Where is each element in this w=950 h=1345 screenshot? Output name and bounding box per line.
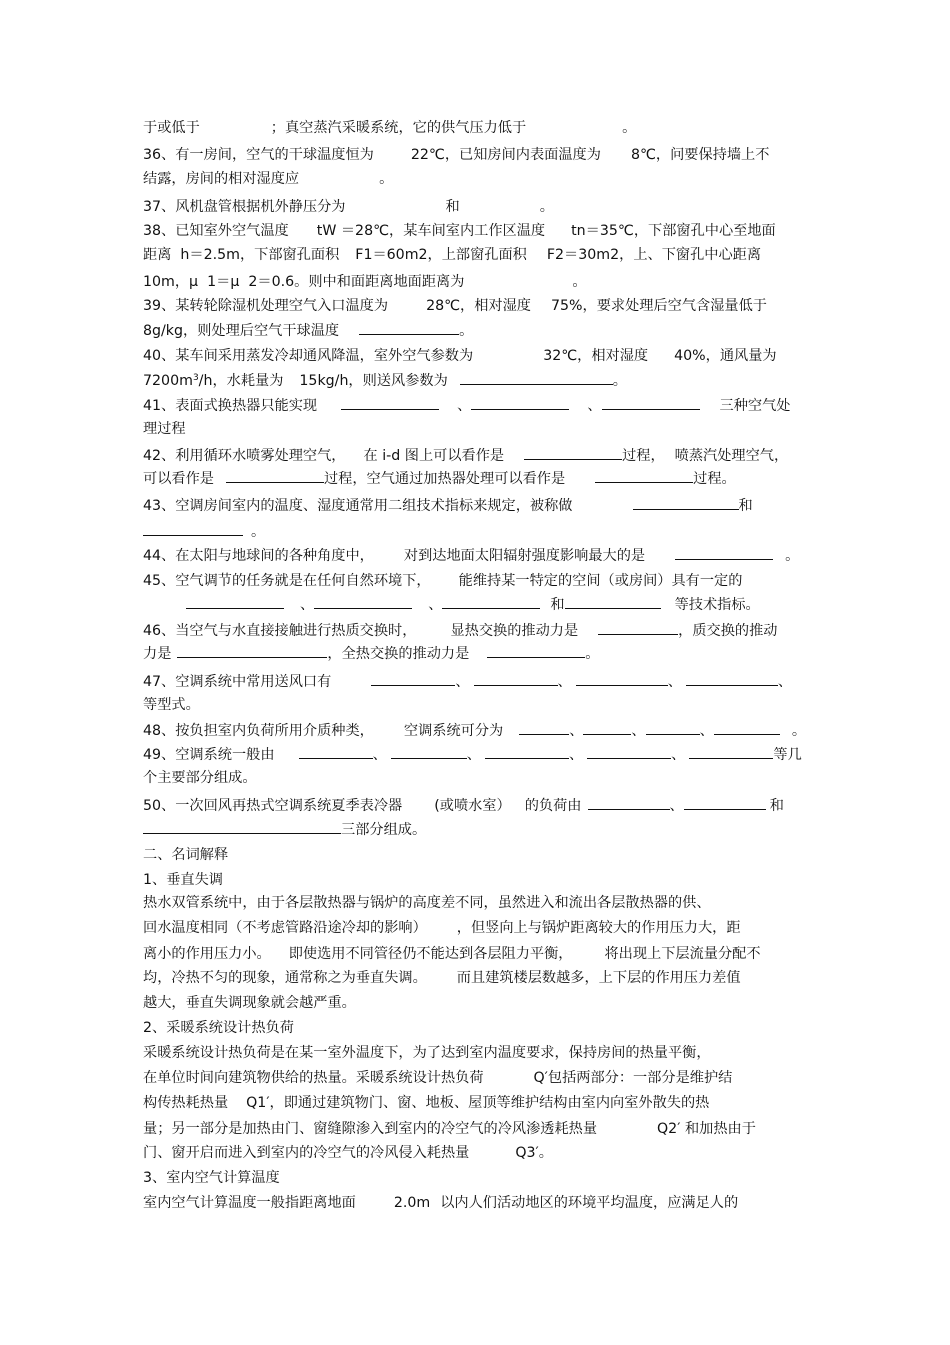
term1-title: 1、垂直失调 [143,872,223,888]
q49-blank-5[interactable] [689,745,773,759]
q45-blank-1[interactable] [186,595,284,609]
section-heading: 二、名词解释 [143,847,229,863]
q50-blank-1[interactable] [588,796,670,810]
q36-line2: 结露，房间的相对湿度应 。 [143,171,394,187]
q38-line3: 10m，μ 1＝μ 2＝0.6。则中和面距离地面距离为 。 [143,274,587,290]
q48-blank-2[interactable] [583,721,631,735]
q40-line1: 40、某车间采用蒸发冷却通风降温，室外空气参数为 32℃，相对湿度 40%，通风量为 [143,348,777,364]
q45-blank-3[interactable] [442,595,540,609]
q47-blank-4[interactable] [686,672,778,686]
term1-line3: 离小的作用压力小。 即使选用不同管径仍不能达到各层阻力平衡， 将出现上下层流量分配不 [143,946,761,962]
q40-line2: $7200m^3/h$，水耗量为 15kg/h，则送风参数为 。 [143,373,627,389]
q35-line: 于或低于 ；真空蒸汽采暖系统，它的供气压力低于 。 [143,120,637,136]
q39-blank[interactable] [359,321,459,335]
q42-blank-2[interactable] [226,469,324,483]
q49-line1: 49、空调系统一般由 、 、 、 、 等几 [143,747,802,763]
q50-blank-3[interactable] [143,820,341,834]
term2-title: 2、采暖系统设计热负荷 [143,1020,294,1036]
q38-line1: 38、已知室外空气温度 tW ＝28℃，某车间室内工作区温度 tn＝35℃，下部窗孔中心至地面 [143,223,776,239]
q48-line: 48、按负担室内负荷所用介质种类， 空调系统可分为 、 、 、 。 [143,723,807,739]
q48-blank-1[interactable] [519,721,569,735]
q36-line1: 36、有一房间，空气的干球温度恒为 22℃，已知房间内表面温度为 8℃，问要保持墙上不 [143,147,770,163]
q49-line2: 个主要部分组成。 [143,770,257,786]
q43-line2: 。 [143,522,265,542]
term1-line4: 均，冷热不匀的现象，通常称之为垂直失调。 而且建筑楼层数越多，上下层的作用压力差值 [143,970,741,986]
q44-line: 44、在太阳与地球间的各种角度中， 对到达地面太阳辐射强度影响最大的是 。 [143,548,800,564]
term1-line2: 回水温度相同（不考虑管路沿途冷却的影响） ，但竖向上与锅炉距离较大的作用压力大，距 [143,920,741,936]
q47-blank-1[interactable] [371,672,455,686]
term2-line2: 在单位时间向建筑物供给的热量。采暖系统设计热负荷 Q′包括两部分：一部分是维护结 [143,1070,733,1086]
q41-blank-3[interactable] [602,396,700,410]
q41-blank-1[interactable] [341,396,439,410]
q49-blank-4[interactable] [587,745,671,759]
term2-line4: 量；另一部分是加热由门、窗缝隙渗入到室内的冷空气的冷风渗透耗热量 Q2′ 和加热由于 [143,1121,756,1137]
term2-line5: 门、窗开启而进入到室内的冷空气的冷风侵入耗热量 Q3′。 [143,1145,553,1161]
q40-blank[interactable] [460,371,613,385]
term3-title: 3、室内空气计算温度 [143,1170,280,1186]
q43-blank-1[interactable] [633,496,739,510]
q45-blank-2[interactable] [314,595,412,609]
q44-blank[interactable] [675,546,773,560]
q47-blank-3[interactable] [576,672,668,686]
q42-line1: 42、利用循环水喷雾处理空气， 在 i-d 图上可以看作是 过程， 喷蒸汽处理空气， [143,448,789,464]
q47-line1: 47、空调系统中常用送风口有 、 、 、 、 [143,674,793,690]
q41-line1: 41、表面式换热器只能实现 、 、 三种空气处 [143,398,791,414]
q43-blank-2[interactable] [143,522,243,536]
q46-line2: 力是 ，全热交换的推动力是 。 [143,646,600,662]
q49-blank-1[interactable] [299,745,373,759]
q43-line1: 43、空调房间室内的温度、湿度通常用二组技术指标来规定，被称做 和 [143,498,753,514]
term2-line3: 构传热耗热量 Q1′，即通过建筑物门、窗、地板、屋顶等维护结构由室内向室外散失的热 [143,1095,710,1111]
q49-blank-3[interactable] [485,745,569,759]
term3-line1: 室内空气计算温度一般指距离地面 2.0m 以内人们活动地区的环境平均温度，应满足人的 [143,1195,739,1211]
q50-blank-2[interactable] [684,796,766,810]
q37-line: 37、风机盘管根据机外静压分为 和 。 [143,199,554,215]
q46-blank-2[interactable] [177,644,327,658]
term2-line1: 采暖系统设计热负荷是在某一室外温度下，为了达到室内温度要求，保持房间的热量平衡， [143,1045,711,1061]
q47-line2: 等型式。 [143,697,200,713]
q45-blank-4[interactable] [565,595,661,609]
q47-blank-2[interactable] [474,672,558,686]
q49-blank-2[interactable] [391,745,467,759]
q48-blank-3[interactable] [646,721,700,735]
q42-line2: 可以看作是 过程，空气通过加热器处理可以看作是 过程。 [143,471,736,487]
q39-line2: 8g/kg，则处理后空气干球温度 。 [143,323,474,339]
q45-line1: 45、空气调节的任务就是在任何自然环境下， 能维持某一特定的空间（或房间）具有一定的 [143,573,743,589]
q46-blank-1[interactable] [598,621,678,635]
q50-line2: 三部分组成。 [143,820,426,840]
q45-line2: 、 、 和 等技术指标。 [186,595,760,615]
q42-blank-3[interactable] [595,469,693,483]
q46-blank-3[interactable] [487,644,585,658]
q38-line2: 距离 h＝2.5m，下部窗孔面积 F1＝60m2，上部窗孔面积 F2＝30m2，上、下窗孔中心距离 [143,247,762,263]
q42-blank-1[interactable] [524,446,622,460]
term1-line5: 越大，垂直失调现象就会越严重。 [143,995,356,1011]
q46-line1: 46、当空气与水直接接触进行热质交换时， 显热交换的推动力是 ，质交换的推动 [143,623,778,639]
term1-line1: 热水双管系统中，由于各层散热器与锅炉的高度差不同，虽然进入和流出各层散热器的供、 [143,895,711,911]
q39-line1: 39、某转轮除湿机处理空气入口温度为 28℃，相对湿度 75%，要求处理后空气含湿量低于 [143,298,767,314]
q50-line1: 50、一次回风再热式空调系统夏季表冷器 (或喷水室） 的负荷由 、 和 [143,798,784,814]
q41-line2: 理过程 [143,421,186,437]
q48-blank-4[interactable] [714,721,780,735]
q41-blank-2[interactable] [471,396,569,410]
